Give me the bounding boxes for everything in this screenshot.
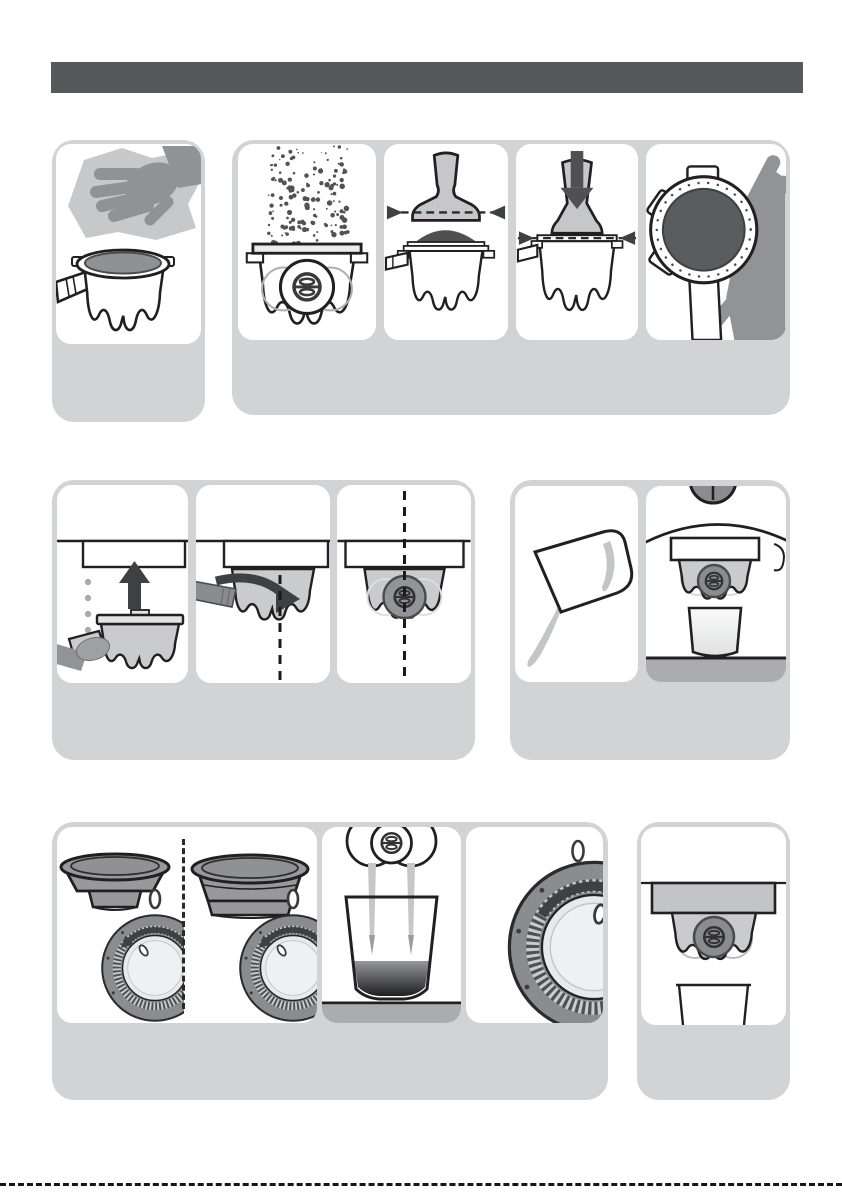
step-group-ready: [637, 822, 790, 1100]
panel-insert: [57, 485, 188, 683]
portafilter-side-icon: [56, 250, 174, 330]
brand-logo-icon: [706, 573, 723, 590]
step-group-insert-lock: [52, 480, 475, 760]
brand-logo-icon: [704, 927, 724, 947]
single-basket-dial-illustration: [57, 827, 184, 1023]
brand-logo-icon: [382, 833, 402, 853]
group-head-icon: [224, 541, 328, 567]
arrow-up-icon: [119, 561, 150, 609]
alignment-marker: [573, 841, 584, 861]
step-group-prepare-cup: [510, 480, 790, 760]
wipe-dry-illustration: [56, 144, 201, 344]
portafilter-front-icon: [679, 560, 751, 599]
portafilter-side-icon: [518, 235, 623, 310]
portafilter-spouts-icon: [347, 827, 436, 866]
double-basket-half: [184, 827, 317, 1023]
panel-wipe-dry: [56, 144, 201, 344]
dial-clockwise-illustration: [466, 827, 603, 1023]
ready-to-brew-illustration: [641, 827, 786, 1025]
dose-grounds-illustration: [238, 144, 376, 340]
panel-trim: [646, 144, 786, 340]
guide-dots: [85, 579, 91, 633]
page-trim-line: [0, 1183, 842, 1186]
portafilter-locked-illustration: [337, 485, 471, 683]
tamped-coffee-icon: [663, 189, 745, 271]
panel-baskets-dial: [57, 827, 317, 1023]
water-stream-icon: [527, 608, 561, 667]
portafilter-front-icon: [247, 244, 367, 323]
dial-counterclockwise-icon: [240, 915, 317, 1021]
coffee-grounds-icon: [267, 145, 349, 246]
drip-tray: [322, 1005, 461, 1023]
panel-extract: [322, 827, 461, 1023]
level-tamper-illustration: [384, 144, 508, 340]
lock-portafilter-illustration: [196, 485, 330, 683]
panel-dose: [238, 144, 376, 340]
machine-cup-illustration: [646, 486, 786, 682]
step-group-dose-tamp: [232, 140, 790, 415]
coffee-mound-icon: [415, 230, 476, 242]
panel-locked: [337, 485, 471, 683]
insert-portafilter-illustration: [57, 485, 188, 683]
portafilter-side-icon: [386, 242, 494, 310]
dial-clockwise-icon: [509, 862, 603, 1023]
panel-pour-water: [515, 486, 638, 682]
group-head-icon: [671, 538, 759, 560]
pour-water-illustration: [515, 486, 638, 682]
option-divider-line: [182, 839, 185, 1009]
panel-lock: [196, 485, 330, 683]
jug-icon: [535, 531, 632, 612]
double-basket-dial-illustration: [184, 827, 317, 1023]
extraction-illustration: [322, 827, 461, 1023]
panel-brew-cup: [646, 486, 786, 682]
section-title-bar: [51, 62, 803, 93]
cup-icon: [689, 608, 741, 656]
drip-tray: [646, 660, 786, 683]
handle-icon: [196, 581, 236, 607]
step-group-clean-filter: [52, 140, 205, 422]
espresso-icon: [354, 961, 429, 996]
tamp-press-illustration: [516, 144, 638, 340]
dial-counterclockwise-icon: [102, 915, 184, 1021]
panel-dial-adjust: [466, 827, 603, 1023]
arrow-right-icon: [387, 206, 403, 220]
brand-logo-icon: [294, 274, 320, 300]
arrow-left-icon: [489, 206, 505, 220]
portafilter-front-icon: [672, 913, 756, 959]
single-basket-half: [57, 827, 184, 1023]
alignment-marker: [288, 890, 298, 908]
alignment-marker: [150, 890, 160, 908]
step-group-extraction: [52, 822, 608, 1100]
group-head-icon: [652, 883, 775, 913]
panel-tamp: [516, 144, 638, 340]
panel-level: [384, 144, 508, 340]
empty-cup-icon: [676, 985, 751, 1025]
panel-ready: [641, 827, 786, 1025]
trim-puck-illustration: [646, 144, 786, 340]
tamper-icon: [413, 153, 480, 220]
